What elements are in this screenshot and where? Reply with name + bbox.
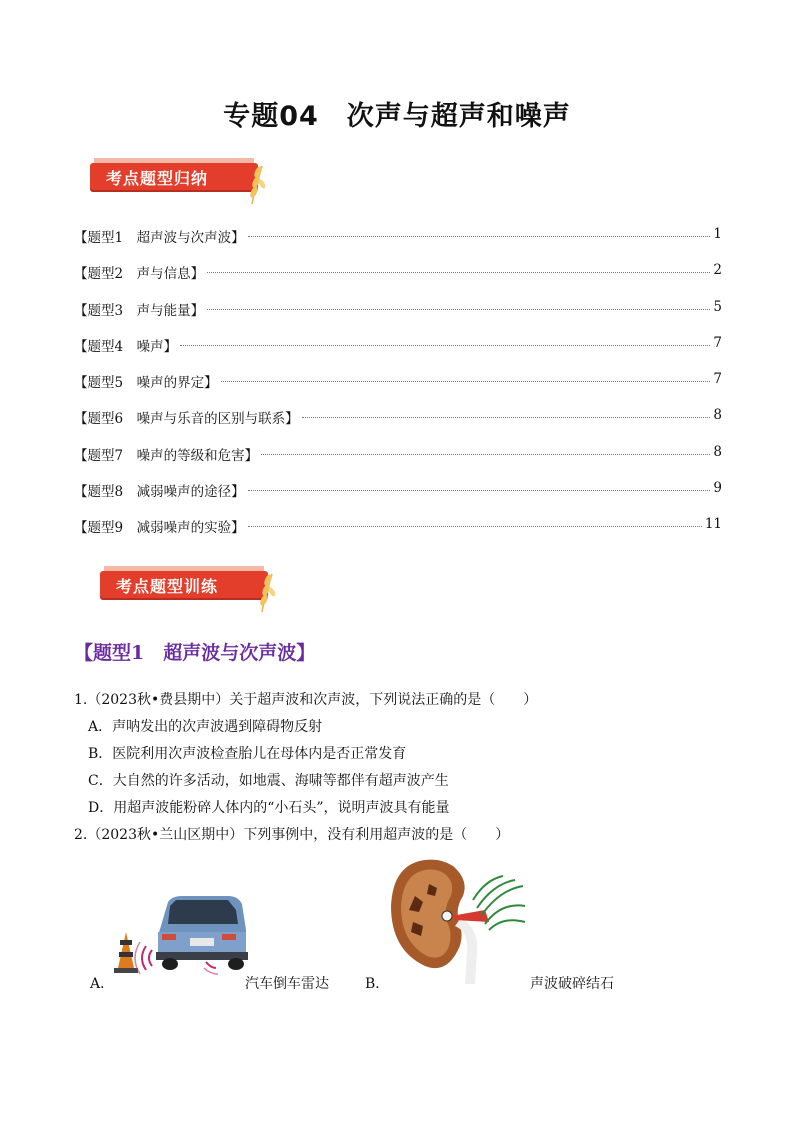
banner-label: 考点题型训练: [116, 577, 219, 596]
question-1-option-d[interactable]: D．用超声波能粉碎人体内的“小石头”，说明声波具有能量: [88, 800, 450, 816]
question-2-stem: 2.（2023秋•兰山区期中）下列事例中，没有利用超声波的是（ ）: [74, 827, 510, 843]
page-title: 专题04 次声与超声和噪声: [223, 101, 571, 132]
wheat-ornament-icon: [248, 162, 266, 206]
toc-item[interactable]: 【题型6 噪声与乐音的区别与联系】 8: [74, 407, 722, 428]
question-1-option-c[interactable]: C．大自然的许多活动，如地震、海啸等都伴有超声波产生: [88, 773, 449, 789]
toc-item[interactable]: 【题型1 超声波与次声波】 1: [74, 226, 722, 246]
section-banner-summary: [90, 158, 262, 190]
banner-label: 考点题型归纳: [106, 169, 209, 188]
toc-item[interactable]: 【题型9 减弱噪声的实验】 11: [74, 516, 722, 537]
car-reversing-radar-image: [110, 888, 250, 978]
toc-item[interactable]: 【题型5 噪声的界定】 7: [74, 371, 722, 392]
question-2-option-a-letter[interactable]: A．: [90, 976, 115, 992]
toc-item[interactable]: 【题型2 声与信息】 2: [74, 262, 722, 283]
question-1-stem: 1.（2023秋•费县期中）关于超声波和次声波，下列说法正确的是（ ）: [74, 692, 538, 708]
toc-item[interactable]: 【题型3 声与能量】 5: [74, 298, 722, 319]
question-2-option-b-caption: 声波破碎结石: [530, 976, 614, 992]
wheat-ornament-icon: [258, 570, 276, 614]
toc-item[interactable]: 【题型7 噪声的等级和危害】 8: [74, 443, 722, 464]
question-1-option-a[interactable]: A．声呐发出的次声波遇到障碍物反射: [88, 719, 323, 735]
question-2-option-a-caption: 汽车倒车雷达: [245, 976, 329, 992]
question-1-option-b[interactable]: B．医院利用次声波检查胎儿在母体内是否正常发育: [88, 746, 407, 762]
toc-item[interactable]: 【题型4 噪声】 7: [74, 334, 722, 355]
toc-item[interactable]: 【题型8 减弱噪声的途径】 9: [74, 480, 722, 501]
section-banner-practice: [100, 566, 272, 598]
kidney-stone-ultrasound-image: [385, 856, 527, 984]
question-2-option-b-letter[interactable]: B．: [365, 976, 390, 992]
section-heading: 【题型1 超声波与次声波】: [74, 642, 316, 664]
table-of-contents: [74, 226, 722, 553]
